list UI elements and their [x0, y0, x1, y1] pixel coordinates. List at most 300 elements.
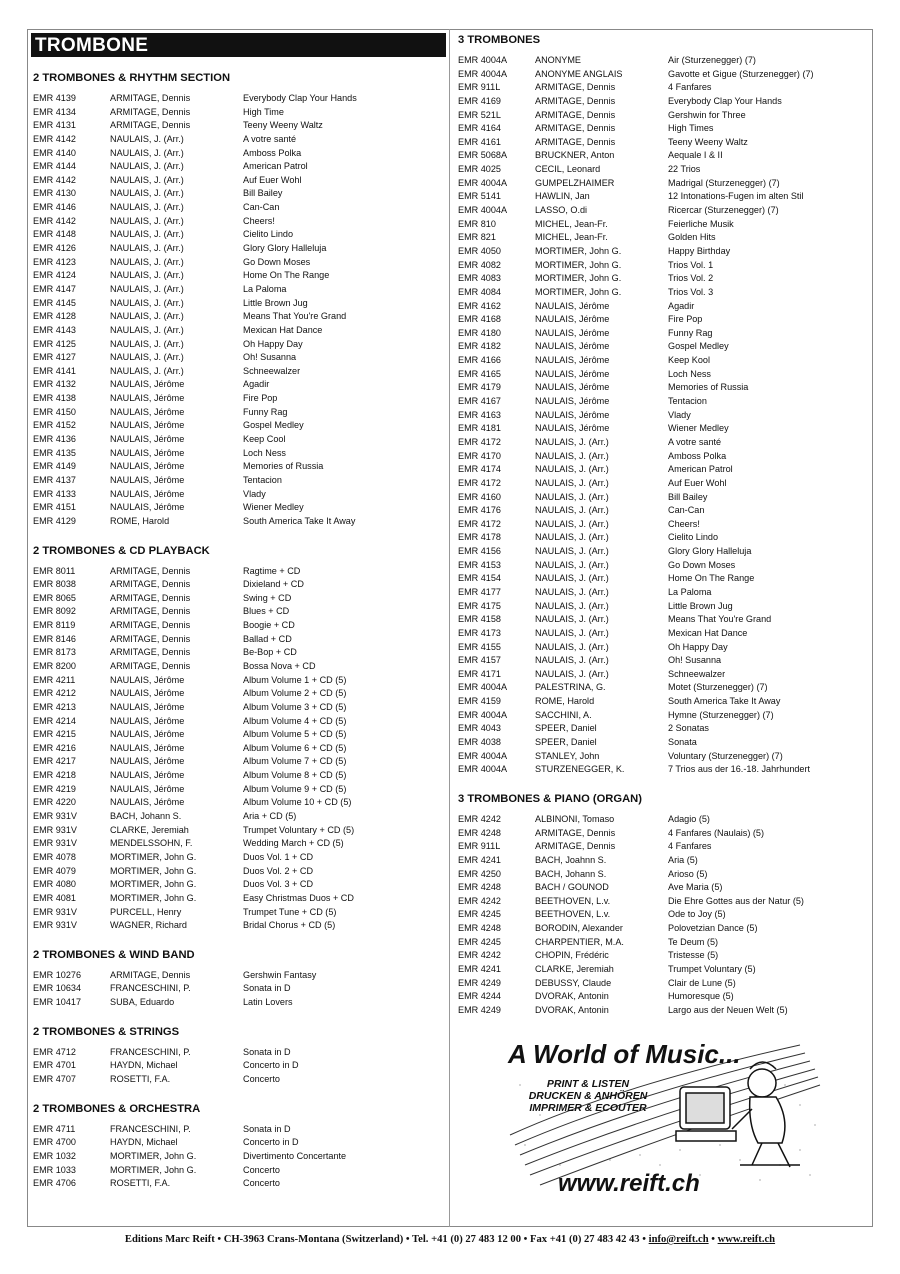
work-title: American Patrol [243, 161, 308, 172]
catalog-row [31, 147, 446, 161]
right-sections [456, 33, 870, 1018]
catalog-row [456, 895, 870, 909]
work-title: Feierliche Musik [668, 218, 734, 229]
work-title: Easy Christmas Duos + CD [243, 892, 354, 903]
catalog-row [31, 837, 446, 851]
work-title: South America Take It Away [668, 696, 781, 707]
composer: PALESTRINA, G. [535, 682, 606, 693]
work-title: Aria + CD (5) [243, 811, 297, 822]
composer: NAULAIS, J. (Arr.) [110, 161, 184, 172]
catalog-row [456, 531, 870, 545]
composer: ARMITAGE, Dennis [535, 136, 616, 147]
catalog-row [31, 419, 446, 433]
composer: CECIL, Leonard [535, 164, 601, 175]
work-title: Trumpet Voluntary (5) [668, 964, 756, 974]
catalog-number: EMR 4158 [458, 614, 501, 625]
catalog-number: EMR 4078 [33, 851, 76, 862]
catalog-row [456, 491, 870, 505]
composer: NAULAIS, J. (Arr.) [110, 202, 184, 213]
work-title: Clair de Lune (5) [668, 977, 736, 988]
catalog-row [31, 783, 446, 797]
catalog-number: EMR 4711 [33, 1123, 76, 1134]
work-title: Album Volume 3 + CD (5) [243, 701, 347, 712]
catalog-row [31, 592, 446, 606]
work-title: Mexican Hat Dance [243, 324, 323, 335]
catalog-number: EMR 4181 [458, 423, 501, 434]
work-title: Go Down Moses [243, 256, 311, 267]
catalog-number: EMR 810 [458, 218, 496, 229]
catalog-number: EMR 4219 [33, 783, 76, 794]
catalog-row [31, 851, 446, 865]
catalog-number: EMR 4152 [33, 420, 76, 431]
catalog-row [456, 840, 870, 854]
catalog-row [31, 242, 446, 256]
composer: NAULAIS, Jérôme [110, 688, 185, 699]
catalog-number: EMR 4004A [458, 68, 508, 79]
catalog-number: EMR 1033 [33, 1164, 76, 1175]
work-title: Oh Happy Day [668, 641, 728, 652]
catalog-number: EMR 4249 [458, 977, 501, 988]
work-title: Cielito Lindo [243, 229, 294, 240]
work-title: Golden Hits [668, 232, 716, 243]
work-title: Album Volume 7 + CD (5) [243, 756, 347, 767]
composer: NAULAIS, J. (Arr.) [535, 518, 609, 529]
catalog-row [456, 854, 870, 868]
work-title: Teeny Weeny Waltz [668, 136, 748, 147]
catalog-number: EMR 4172 [458, 518, 501, 529]
catalog-row [456, 259, 870, 273]
composer: NAULAIS, Jérôme [110, 715, 185, 726]
catalog-number: EMR 4160 [458, 491, 501, 502]
catalog-row [31, 633, 446, 647]
composer: NAULAIS, Jérôme [535, 327, 610, 338]
catalog-row [456, 218, 870, 232]
section-title: 2 TROMBONES & WIND BAND [33, 948, 195, 961]
catalog-number: EMR 4025 [458, 164, 501, 175]
catalog-number: EMR 5068A [458, 150, 508, 161]
composer: ARMITAGE, Dennis [535, 841, 616, 852]
left-sections [31, 71, 446, 1191]
catalog-number: EMR 4214 [33, 715, 76, 726]
page-banner: TROMBONE [31, 33, 446, 57]
work-title: Oh! Susanna [243, 352, 297, 363]
catalog-number: EMR 4220 [33, 797, 76, 808]
composer: NAULAIS, J. (Arr.) [110, 352, 184, 363]
work-title: Trios Vol. 1 [668, 259, 714, 270]
catalog-number: EMR 4004A [458, 709, 508, 720]
work-title: Keep Kool [668, 355, 710, 366]
work-title: Tentacion [668, 396, 707, 407]
ad-url[interactable]: www.reift.ch [558, 1170, 700, 1197]
work-title: Latin Lovers [243, 997, 293, 1008]
composer: NAULAIS, Jérôme [110, 379, 185, 390]
catalog-number: EMR 931V [33, 811, 77, 822]
catalog-section [31, 71, 446, 529]
composer: NAULAIS, J. (Arr.) [110, 324, 184, 335]
composer: MORTIMER, John G. [110, 851, 197, 862]
composer: NAULAIS, Jérôme [110, 783, 185, 794]
catalog-row [456, 813, 870, 827]
catalog-row [31, 674, 446, 688]
composer: NAULAIS, J. (Arr.) [110, 256, 184, 267]
work-title: Wiener Medley [243, 502, 304, 513]
catalog-number: EMR 4135 [33, 447, 76, 458]
catalog-row [31, 365, 446, 379]
work-title: Concerto [243, 1164, 280, 1175]
catalog-number: EMR 4706 [33, 1178, 76, 1189]
work-title: Duos Vol. 2 + CD [243, 865, 314, 876]
advertisement [500, 1025, 830, 1203]
composer: GUMPELZHAIMER [535, 177, 615, 188]
composer: MORTIMER, John G. [110, 879, 197, 890]
page-footer [0, 1234, 900, 1245]
catalog-number: EMR 4004A [458, 750, 508, 761]
catalog-row [31, 919, 446, 933]
catalog-row [31, 515, 446, 529]
ad-headline: A World of Music... [508, 1039, 741, 1069]
work-title: Aria (5) [668, 854, 698, 865]
composer: NAULAIS, Jérôme [110, 756, 185, 767]
catalog-row [31, 338, 446, 352]
catalog-number: EMR 4168 [458, 314, 501, 325]
composer: NAULAIS, J. (Arr.) [110, 270, 184, 281]
work-title: Wedding March + CD (5) [243, 838, 344, 849]
catalog-number: EMR 4172 [458, 436, 501, 447]
work-title: Largo aus der Neuen Welt (5) [668, 1004, 788, 1015]
work-title: Humoresque (5) [668, 991, 734, 1002]
left-column [31, 33, 446, 1206]
composer: NAULAIS, Jérôme [110, 770, 185, 781]
catalog-row [31, 982, 446, 996]
catalog-row [31, 892, 446, 906]
catalog-row [31, 501, 446, 515]
composer: WAGNER, Richard [110, 920, 187, 931]
catalog-row [31, 1046, 446, 1060]
work-title: Memories of Russia [668, 382, 749, 393]
composer: NAULAIS, Jérôme [535, 396, 610, 407]
work-title: Trios Vol. 2 [668, 273, 714, 284]
work-title: 4 Fanfares [668, 841, 712, 852]
catalog-number: EMR 8038 [33, 579, 76, 590]
composer: BEETHOVEN, L.v. [535, 909, 611, 920]
composer: NAULAIS, Jérôme [110, 674, 185, 685]
catalog-number: EMR 4211 [33, 674, 76, 685]
catalog-row [456, 559, 870, 573]
catalog-number: EMR 4080 [33, 879, 76, 890]
composer: BACH, Joahnn S. [535, 854, 607, 865]
composer: FRANCESCHINI, P. [110, 1123, 191, 1134]
catalog-number: EMR 4163 [458, 409, 501, 420]
catalog-number: EMR 4170 [458, 450, 501, 461]
catalog-number: EMR 4154 [458, 573, 501, 584]
catalog-number: EMR 4127 [33, 352, 76, 363]
catalog-row [31, 160, 446, 174]
composer: NAULAIS, J. (Arr.) [110, 338, 184, 349]
catalog-row [456, 990, 870, 1004]
composer: NAULAIS, Jérôme [535, 355, 610, 366]
composer: SPEER, Daniel [535, 723, 597, 734]
catalog-row [456, 586, 870, 600]
catalog-row [31, 565, 446, 579]
catalog-row [456, 750, 870, 764]
composer: MICHEL, Jean-Fr. [535, 232, 608, 243]
catalog-number: EMR 4174 [458, 464, 501, 475]
catalog-row [456, 204, 870, 218]
catalog-row [456, 949, 870, 963]
composer: BACH, Johann S. [110, 811, 182, 822]
work-title: Can-Can [243, 202, 280, 213]
work-title: Album Volume 9 + CD (5) [243, 783, 347, 794]
composer: NAULAIS, Jérôme [110, 434, 185, 445]
work-title: Trumpet Voluntary + CD (5) [243, 824, 355, 835]
catalog-row [456, 572, 870, 586]
composer: ARMITAGE, Dennis [535, 827, 616, 838]
catalog-number: EMR 4245 [458, 909, 501, 920]
catalog-row [31, 742, 446, 756]
composer: CLARKE, Jeremiah [535, 964, 614, 974]
catalog-row [456, 504, 870, 518]
catalog-number: EMR 4004A [458, 177, 508, 188]
catalog-row [31, 392, 446, 406]
catalog-row [31, 1164, 446, 1178]
catalog-row [31, 1136, 446, 1150]
catalog-number: EMR 4146 [33, 202, 76, 213]
composer: ARMITAGE, Dennis [110, 120, 191, 131]
work-title: Amboss Polka [668, 450, 727, 461]
catalog-row [31, 406, 446, 420]
composer: ARMITAGE, Dennis [110, 647, 191, 658]
catalog-row [31, 133, 446, 147]
composer: ARMITAGE, Dennis [110, 660, 191, 671]
catalog-number: EMR 4156 [458, 546, 501, 557]
musician-legs [752, 1143, 790, 1167]
composer: MENDELSSOHN, F. [110, 838, 193, 849]
work-title: Means That You're Grand [243, 311, 347, 322]
ad-line-2: DRUCKEN & ANHÖREN [528, 1090, 648, 1102]
work-title: High Time [243, 106, 284, 117]
work-title: Glory Glory Halleluja [668, 546, 752, 557]
catalog-number: EMR 4241 [458, 964, 501, 974]
work-title: 4 Fanfares [668, 82, 712, 93]
catalog-row [456, 68, 870, 82]
composer: DEBUSSY, Claude [535, 977, 612, 988]
work-title: A votre santé [243, 133, 297, 144]
catalog-number: EMR 4182 [458, 341, 501, 352]
catalog-number: EMR 4082 [458, 259, 501, 270]
catalog-row [31, 256, 446, 270]
work-title: Gospel Medley [668, 341, 729, 352]
composer: BEETHOVEN, L.v. [535, 895, 611, 906]
catalog-number: EMR 4217 [33, 756, 76, 767]
catalog-number: EMR 4164 [458, 123, 501, 134]
work-title: Little Brown Jug [243, 297, 308, 308]
composer: NAULAIS, Jérôme [110, 461, 185, 472]
composer: NAULAIS, J. (Arr.) [535, 559, 609, 570]
catalog-number: EMR 4162 [458, 300, 501, 311]
work-title: Cheers! [243, 215, 275, 226]
catalog-row [456, 149, 870, 163]
catalog-number: EMR 4148 [33, 229, 76, 240]
ad-line-3: IMPRIMER & ECOUTER [529, 1102, 647, 1114]
composer: DVORAK, Antonin [535, 1004, 609, 1015]
catalog-row [31, 646, 446, 660]
catalog-row [456, 81, 870, 95]
composer: NAULAIS, J. (Arr.) [110, 215, 184, 226]
footer-web-link[interactable]: www.reift.ch [717, 1234, 776, 1245]
work-title: Voluntary (Sturzenegger) (7) [668, 750, 783, 761]
composer: FRANCESCHINI, P. [110, 1046, 191, 1057]
catalog-number: EMR 4250 [458, 868, 501, 879]
work-title: Album Volume 8 + CD (5) [243, 770, 347, 781]
work-title: Home On The Range [668, 573, 755, 584]
work-title: Vlady [668, 409, 691, 420]
work-title: Ave Maria (5) [668, 882, 723, 893]
composer: ARMITAGE, Dennis [110, 565, 191, 576]
catalog-number: EMR 4218 [33, 770, 76, 781]
catalog-row [456, 122, 870, 136]
composer: NAULAIS, J. (Arr.) [535, 668, 609, 679]
footer-email-link[interactable]: info@reift.ch [648, 1234, 709, 1245]
work-title: Dixieland + CD [243, 579, 304, 590]
composer: NAULAIS, Jérôme [110, 447, 185, 458]
composer: ARMITAGE, Dennis [110, 106, 191, 117]
section-title: 2 TROMBONES & STRINGS [33, 1025, 180, 1038]
catalog-row [31, 228, 446, 242]
catalog-row [456, 936, 870, 950]
composer: NAULAIS, J. (Arr.) [535, 450, 609, 461]
work-title: Album Volume 10 + CD (5) [243, 797, 352, 808]
catalog-number: EMR 4216 [33, 742, 76, 753]
catalog-row [456, 354, 870, 368]
work-title: 22 Trios [668, 164, 701, 175]
composer: NAULAIS, J. (Arr.) [535, 600, 609, 611]
catalog-number: EMR 4169 [458, 95, 501, 106]
composer: HAWLIN, Jan [535, 191, 590, 202]
work-title: Can-Can [668, 505, 705, 516]
catalog-number: EMR 4150 [33, 406, 76, 417]
catalog-number: EMR 4155 [458, 641, 501, 652]
work-title: Air (Sturzenegger) (7) [668, 55, 756, 65]
work-title: Ragtime + CD [243, 565, 301, 576]
composer: MORTIMER, John G. [110, 892, 197, 903]
catalog-number: EMR 931V [33, 824, 77, 835]
work-title: Home On The Range [243, 270, 330, 281]
catalog-number: EMR 4133 [33, 488, 76, 499]
catalog-number: EMR 4140 [33, 147, 76, 158]
composer: NAULAIS, J. (Arr.) [535, 477, 609, 488]
composer: NAULAIS, J. (Arr.) [110, 311, 184, 322]
catalog-row [456, 881, 870, 895]
section-title: 2 TROMBONES & ORCHESTRA [33, 1102, 201, 1115]
composer: NAULAIS, Jérôme [110, 742, 185, 753]
composer: NAULAIS, J. (Arr.) [535, 505, 609, 516]
composer: CHOPIN, Frédéric [535, 950, 609, 961]
catalog-number: EMR 4167 [458, 396, 501, 407]
catalog-row [456, 922, 870, 936]
catalog-row [456, 963, 870, 977]
work-title: Ballad + CD [243, 633, 292, 644]
catalog-number: EMR 4136 [33, 434, 76, 445]
catalog-row [31, 996, 446, 1010]
catalog-row [456, 313, 870, 327]
musician-body [750, 1097, 785, 1143]
catalog-row [456, 654, 870, 668]
catalog-number: EMR 4142 [33, 215, 76, 226]
work-title: 7 Trios aus der 16.-18. Jahrhundert [668, 764, 811, 775]
catalog-section [31, 1025, 446, 1087]
catalog-row [456, 245, 870, 259]
work-title: American Patrol [668, 464, 733, 475]
work-title: Amboss Polka [243, 147, 302, 158]
catalog-row [31, 351, 446, 365]
catalog-number: EMR 4144 [33, 161, 76, 172]
composer: ALBINONI, Tomaso [535, 813, 615, 824]
catalog-row [456, 327, 870, 341]
catalog-section [31, 948, 446, 1010]
work-title: Gershwin for Three [668, 109, 746, 120]
work-title: Aequale I & II [668, 150, 723, 161]
catalog-row [31, 605, 446, 619]
catalog-row [31, 769, 446, 783]
composer: SACCHINI, A. [535, 709, 592, 720]
work-title: Schneewalzer [668, 668, 726, 679]
catalog-number: EMR 4126 [33, 243, 76, 254]
composer: MORTIMER, John G. [110, 1150, 197, 1161]
composer: LASSO, O.di [535, 205, 588, 216]
composer: ROSETTI, F.A. [110, 1074, 171, 1084]
catalog-number: EMR 1032 [33, 1150, 76, 1161]
work-title: Trios Vol. 3 [668, 286, 714, 297]
catalog-row [31, 283, 446, 297]
catalog-number: EMR 4176 [458, 505, 501, 516]
composer: MICHEL, Jean-Fr. [535, 218, 608, 229]
catalog-row [31, 297, 446, 311]
catalog-section [31, 544, 446, 933]
catalog-row [31, 310, 446, 324]
catalog-number: EMR 4141 [33, 365, 76, 376]
catalog-number: EMR 4161 [458, 136, 501, 147]
catalog-number: EMR 931V [33, 920, 77, 931]
composer: NAULAIS, J. (Arr.) [110, 283, 184, 294]
section-title: 2 TROMBONES & RHYTHM SECTION [33, 72, 231, 84]
work-title: Concerto [243, 1074, 280, 1084]
catalog-number: EMR 4004A [458, 764, 508, 775]
composer: PURCELL, Henry [110, 906, 182, 917]
work-title: Sonata in D [243, 1123, 291, 1134]
catalog-number: EMR 4125 [33, 338, 76, 349]
composer: NAULAIS, J. (Arr.) [110, 297, 184, 308]
catalog-number: EMR 4244 [458, 991, 501, 1002]
composer: NAULAIS, J. (Arr.) [535, 573, 609, 584]
composer: NAULAIS, Jérôme [535, 341, 610, 352]
catalog-number: EMR 4707 [33, 1074, 76, 1084]
work-title: Wiener Medley [668, 423, 729, 434]
catalog-number: EMR 4004A [458, 55, 508, 65]
composer: NAULAIS, J. (Arr.) [110, 147, 184, 158]
composer: BACH / GOUNOD [535, 882, 609, 893]
catalog-row [456, 1004, 870, 1018]
work-title: Die Ehre Gottes aus der Natur (5) [668, 895, 804, 906]
musician-head [748, 1069, 776, 1097]
catalog-number: EMR 4175 [458, 600, 501, 611]
work-title: Fire Pop [243, 393, 278, 404]
catalog-number: EMR 8200 [33, 660, 76, 671]
composer: NAULAIS, Jérôme [535, 314, 610, 325]
catalog-row [456, 177, 870, 191]
catalog-section [456, 33, 870, 777]
catalog-row [456, 709, 870, 723]
work-title: Trumpet Tune + CD (5) [243, 906, 337, 917]
